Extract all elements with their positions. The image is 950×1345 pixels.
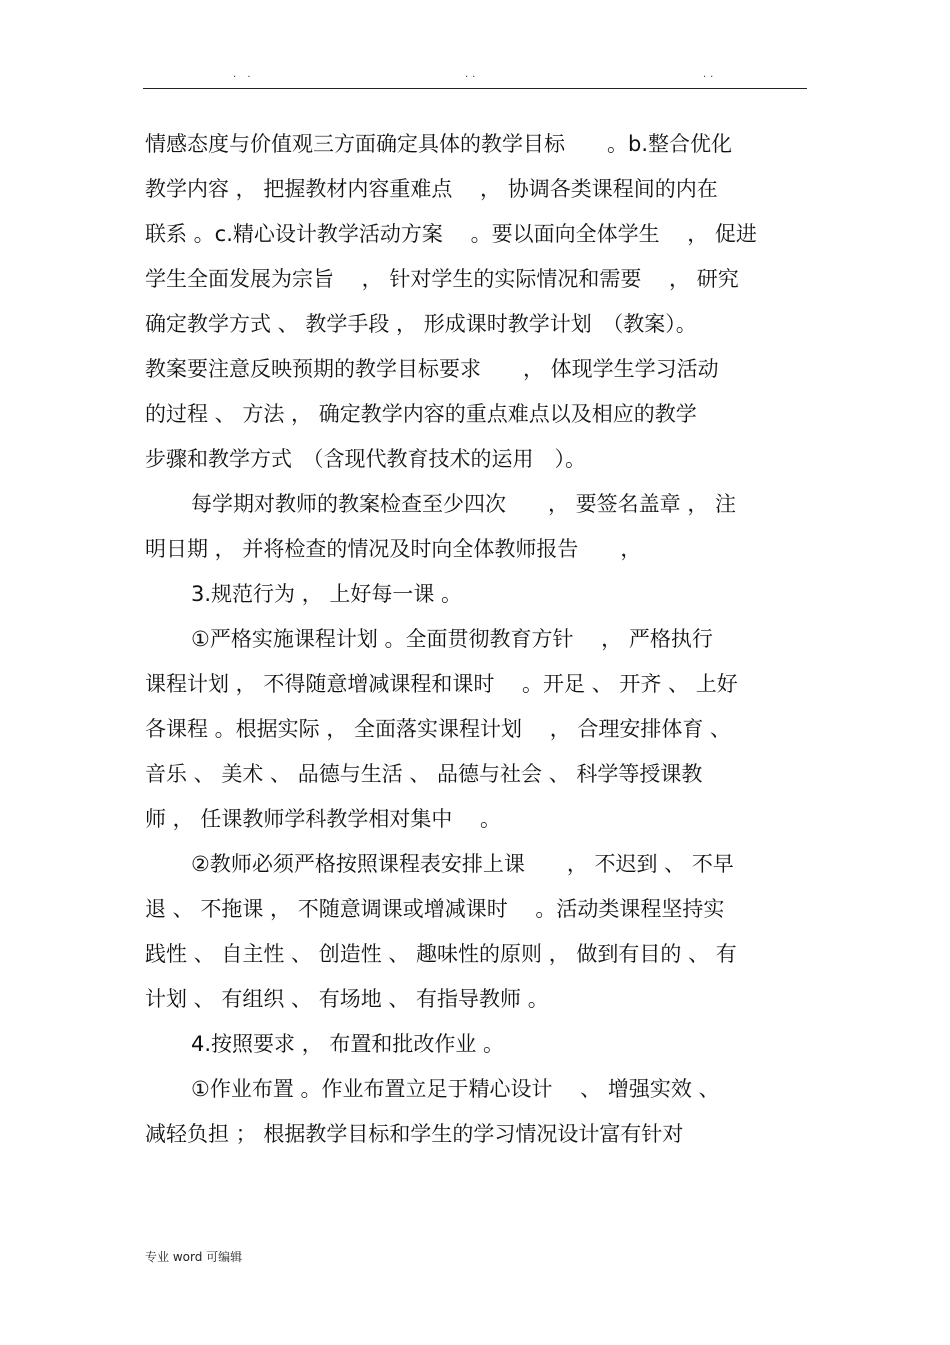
header-mark-left: · · — [233, 72, 255, 83]
text-line: 退 、 不拖课 ， 不随意调课或增减课时 。活动类课程坚持实 — [145, 897, 725, 921]
header-rule — [143, 88, 807, 89]
text-line: 计划 、 有组织 、 有场地 、 有指导教师 。 — [145, 987, 549, 1011]
text-line: 减轻负担 ； 根据教学目标和学生的学习情况设计富有针对 — [145, 1122, 684, 1146]
section-heading: 4.按照要求 ， 布置和批改作业 。 — [191, 1032, 505, 1056]
text-line: 明日期 ， 并将检查的情况及时向全体教师报告 ， — [145, 537, 642, 561]
text-line: 践性 、 自主性 、 创造性 、 趣味性的原则 ， 做到有目的 、 有 — [145, 942, 737, 966]
text-line: 情感态度与价值观三方面确定具体的教学目标 。b.整合优化 — [145, 132, 733, 156]
text-line: ①严格实施课程计划 。全面贯彻教育方针 ， 严格执行 — [191, 627, 713, 651]
text-line: ①作业布置 。作业布置立足于精心设计 、 增强实效 、 — [191, 1077, 720, 1101]
text-line: 学生全面发展为宗旨 ， 针对学生的实际情况和需要 ， 研究 — [145, 267, 739, 291]
text-line: 每学期对教师的教案检查至少四次 ， 要签名盖章 ， 注 — [191, 492, 737, 516]
header-mark-right: ·· — [703, 72, 718, 83]
text-line: 音乐 、 美术 、 品德与生活 、 品德与社会 、 科学等授课教 — [145, 762, 703, 786]
text-line: 的过程 、 方法 ， 确定教学内容的重点难点以及相应的教学 — [145, 402, 697, 426]
text-line: 教学内容 ， 把握教材内容重难点 ， 协调各类课程间的内在 — [145, 177, 718, 201]
text-line: 各课程 。根据实际 ， 全面落实课程计划 ， 合理安排体育 、 — [145, 717, 732, 741]
header-mark-center: ·· — [465, 72, 480, 83]
page-footer: 专业 word 可编辑 — [145, 1250, 243, 1264]
text-line: 师 ， 任课教师学科教学相对集中 。 — [145, 807, 502, 831]
text-line: 课程计划 ， 不得随意增减课程和课时 。开足 、 开齐 、 上好 — [145, 672, 738, 696]
text-line: 教案要注意反映预期的教学目标要求 ， 体现学生学习活动 — [145, 357, 719, 381]
text-line: 联系 。c.精心设计教学活动方案 。要以面向全体学生 ， 促进 — [145, 222, 757, 246]
section-heading: 3.规范行为 ， 上好每一课 。 — [191, 582, 463, 606]
text-line: ②教师必须严格按照课程表安排上课 ， 不迟到 、 不早 — [191, 852, 734, 876]
text-line: 步骤和教学方式 （含现代教育技术的运用 ）。 — [145, 447, 586, 471]
page-header — [0, 72, 950, 92]
text-line: 确定教学方式 、 教学手段 ， 形成课时教学计划 （教案）。 — [145, 312, 697, 336]
